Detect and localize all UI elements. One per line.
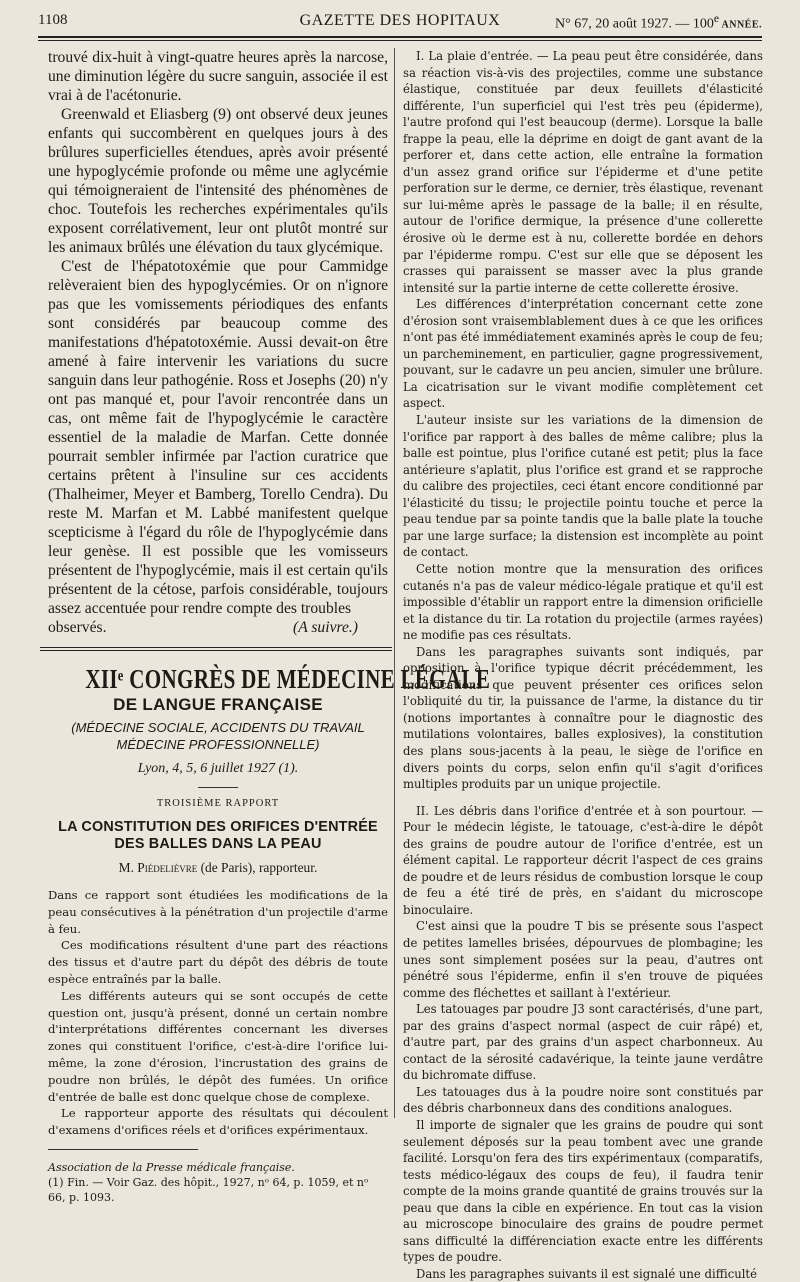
paragraph: Dans les paragraphes suivants sont indiqués, par opposition à l'orifice typique décrit précédemment, les modifications que peuvent présenter ces orifices selon l'obliquité du tir, la puissance de l'arme, la distance du tir (notions importantes à connaître pour le diagnostic des mutilations volontaires, balles explosives), la constitution des plans sous-jacents à la peau, le siège de l'orifice en divers points du corps, selon enfin qu'il s'agit d'orifices multiples produits par un unique projectile. (403, 644, 763, 792)
footnote-association: Association de la Presse médicale française. (48, 1160, 295, 1174)
footnote (48, 1160, 388, 1205)
paragraph: Il importe de signaler que les grains de poudre qui sont seulement déposés sur la peau tombent avec une grande facilité. Lorsqu'on fera des tirs expérimentaux (comparatifs, tests médico-légaux des coups de feu), il faudra tenir compte de la moins grande quantité de grains trouvés sur la peau que dans la cible en expérience. En tout cas la vision au microscope binoculaire des grains de poudre permet sans difficulté la différenciation exacte entre les différents types de poudre. (403, 1118, 763, 1265)
short-rule (198, 787, 238, 788)
article-title: LA CONSTITUTION DES ORIFICES D'ENTRÉE DES BALLES DANS LA PEAU (58, 819, 378, 852)
paragraph: L'auteur insiste sur les variations de la dimension de l'orifice par rapport à des balles de même calibre; plus la balle est pointue, plus l'orifice cutané est petit; plus la face antérieure s'aplatit, plus l'orifice est grand et se rapproche du calibre des projectiles, ceci étant encore conditionné par l'élasticité du tissu; le projectile pointu touche et perce la peau tendue par sa pointe tandis que la balle plate la touche par une large surface; la distension est incomplète au point de contact. (403, 413, 763, 560)
author-role: (de Paris), rapporteur. (197, 860, 318, 875)
article-author (48, 859, 388, 877)
footnote-note: (1) Fin. — Voir Gaz. des hôpit., 1927, nᵒ 64, p. 1059, et nᵒ 66, p. 1093. (48, 1175, 369, 1204)
paragraph: trouvé dix-huit à vingt-quatre heures après la narcose, une diminution légère du sucre sanguin, associée il est vrai à de l'acétonurie. (48, 49, 388, 104)
paragraph: C'est ainsi que la poudre T bis se présente sous l'aspect de petites lamelles brisées, dépourvues de plombagine; les unes sont simplement posées sur la peau, d'autres ont pénétré sous l'épiderme, enfin il s'en trouve de piquées comme des fléchettes et saillant à l'extérieur. (403, 919, 763, 1000)
paragraph: Les tatouages dus à la poudre noire sont constitués par des débris charbonneux dans des conditions analogues. (403, 1084, 763, 1116)
annee-label: ANNÉE. (719, 19, 762, 31)
congres-title: XIIᵉ CONGRÈS DE MÉDECINE LÉGALE (85, 664, 491, 694)
page-number: 1108 (38, 12, 68, 28)
section-gap (403, 793, 763, 803)
paragraph: C'est de l'hépatotoxémie que pour Cammidge relèveraient bien des hypoglycémies. Or on n'ignore pas que les vomissements périodiques des enfants sont considérés par beaucoup comme des manifestations d'hépatotoxémie. Aussi devait-on être amené à faire intervenir les variations du sucre sanguin dans leur pathogénie. Ross et Josephs (20) n'y ont pas manqué et, pour l'avoir rencontrée dans un cas, ont même fait de l'hypoglycémie le caractère essentiel de la maladie de Marfan. Cette donnée pourrait sembler infirmée par l'action curatrice que certains prêtent à l'insuline sur ces accidents (Thalheimer, Meyer et Bamberg, Torello Cendra). Du reste M. Marfan et M. Labbé manifestent quelque scepticisme à l'égard du rôle de l'hypoglycémie dans leur genèse. Il est possible que les vomisseurs présentent de l'hypoglycémie, mais il est certain qu'ils présentent de la cétose, parfois considérable, toujours assez accentuée pour rendre compte des troubles (48, 258, 388, 617)
congres-section (48, 663, 491, 1205)
rapport-label: TROISIÈME RAPPORT (156, 798, 280, 809)
paragraph: Greenwald et Eliasberg (9) ont observé deux jeunes enfants qui succombèrent en quelques jours à des brûlures superficielles étendues, après avoir présenté une hypoglycémie profonde ou même une aglycémie qui témoigneraient de l'intensité des phénomènes de choc. Toutefois les recherches expérimentales qu'ils exposent corrélativement, leur ont plutôt montré sur les animaux brûlés une élévation du taux glycémique. (48, 106, 388, 256)
issue-date (555, 12, 762, 33)
paragraph: I. La plaie d'entrée. — La peau peut être considérée, dans sa réaction vis-à-vis des projectiles, comme une substance élastique, constituée par deux feuillets d'élasticité différente, l'un superficiel qui l'est très peu (épiderme), l'autre profond qui l'est beaucoup (derme). Lorsque la balle frappe la peau, elle la déprime en doigt de gant avant de la perforer et, dans cette action, elle entraîne la formation d'un assez grand orifice sur l'épiderme et d'une petite perforation sur le derme, ce dernier, très élastique, revenant sur lui-même après le passage de la balle; il en résulte, autour de l'orifice dermique, la présence d'une collerette érosive où le derme est à nu, collerette bordée en dehors par l'épiderme rompu. C'est sur elle que se déposent les crasses qui paraissent se masser avec la plus grande intensité sur la partie interne de cette collerette érosive. (403, 49, 763, 295)
congres-place-date: Lyon, 4, 5, 6 juillet 1927 (1). (137, 761, 299, 776)
a-suivre: (A suivre.) (293, 619, 358, 636)
paragraph: Ces modifications résultent d'une part des réactions des tissus et d'autre part du dépôt des débris de toute espèce entraînés par la balle. (48, 938, 388, 986)
paragraph: Cette notion montre que la mensuration des orifices cutanés n'a pas de valeur médico-légale pratique et qu'il est impossible d'établir un rapport entre la dimension orificielle et la distance du tir. La rotation du projectile (armes rayées) ne modifie pas ces résultats. (403, 561, 763, 643)
left-column (48, 48, 491, 1205)
paragraph: Les différents auteurs qui se sont occupés de cette question ont, jusqu'à présent, donné un certain nombre d'interprétations différentes concernant les diverses zones qui constituent l'orifice, c'est-à-dire l'orifice lui-même, la zone d'érosion, l'incrustation des grains de poudre non brûlés, le dépôt des fumées. Un orifice d'entrée de balle est donc quelque chose de complexe. (48, 988, 388, 1104)
continued-article (48, 48, 388, 637)
paragraph: Dans les paragraphes suivants il est signalé une difficulté (416, 1266, 757, 1281)
paragraph: Les tatouages par poudre J3 sont caractérisés, d'une part, par des grains d'aspect normal (aspect de cuir râpé) et, d'autre part, par des grains d'un aspect charbonneux. Au contact de la sérosité cadavérique, la teinte jaune verdâtre du bichromate diffuse. (403, 1002, 763, 1083)
paragraph: Les différences d'interprétation concernant cette zone d'érosion sont vraisemblablement dues à ce que les orifices n'ont pas été immédiatement examinés après le coup de feu; un parcheminement, en particulier, gagne progressivement, pouvant, sur le cadavre un peu ancien, simuler une brûlure. La cicatrisation sur le vivant modifie complètement cet aspect. (403, 297, 763, 411)
right-column (403, 48, 763, 1282)
last-line: observés. (48, 619, 107, 636)
congres-subtitle: DE LANGUE FRANÇAISE (113, 695, 323, 714)
page-header (38, 6, 762, 34)
issue-date-text: N° 67, 20 août 1927. — 100 (555, 16, 714, 32)
rapport-body (48, 887, 388, 1139)
footnote-rule (48, 1149, 198, 1150)
header-rule (38, 36, 762, 41)
article-end (48, 618, 388, 637)
paragraph: Le rapporteur apporte des résultats qui découlent d'examens d'orifices réels et d'orifices expérimentaux. (48, 1106, 388, 1138)
annee-sup: e (713, 12, 720, 25)
section-rule (40, 647, 392, 651)
paragraph: Dans ce rapport sont étudiées les modifications de la peau consécutives à la pénétration d'un projectile d'arme à feu. (48, 888, 388, 936)
journal-title: GAZETTE DES HOPITAUX (299, 12, 501, 29)
congres-italic-subtitle: (MÉDECINE SOCIALE, ACCIDENTS DU TRAVAIL MÉDECINE PROFESSIONNELLE) (71, 720, 365, 752)
paragraph: II. Les débris dans l'orifice d'entrée et à son pourtour. — Pour le médecin légiste, le tatouage, c'est-à-dire le dépôt des grains de poudre autour de l'orifice d'entrée, est un élément capital. Le rapporteur décrit l'aspect de ces grains de poudre et de leurs résidus de combustion lorsque le coup de feu a été tiré de près, en s'aidant du microscope binoculaire. (403, 803, 763, 917)
author-name: M. Piédelièvre (118, 860, 198, 875)
column-divider (394, 48, 395, 1118)
